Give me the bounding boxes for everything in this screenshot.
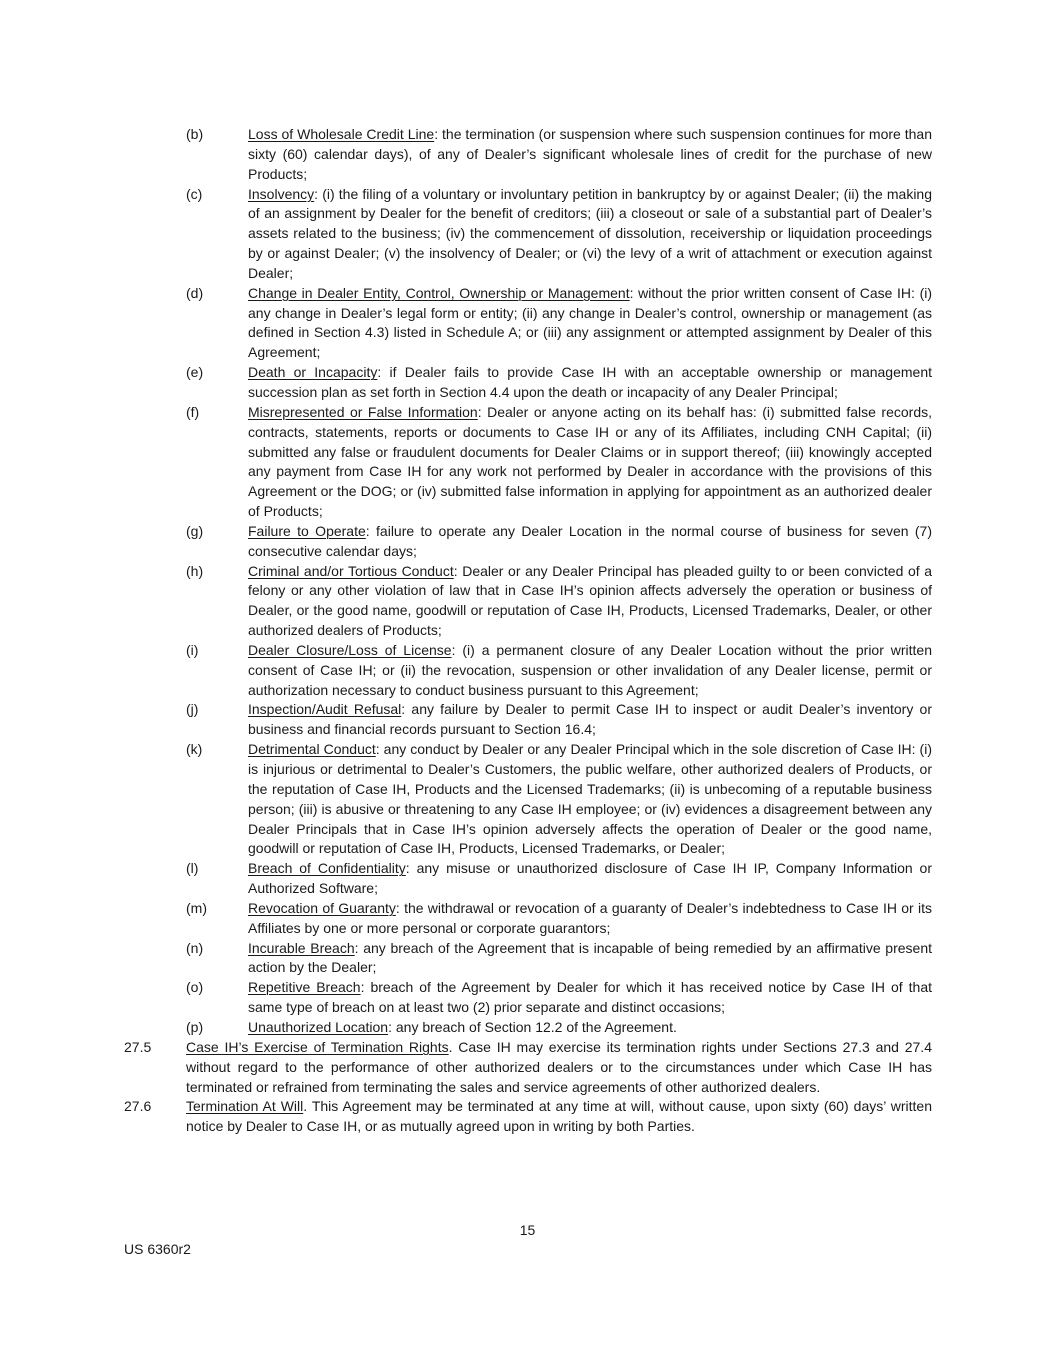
- clause-separator: :: [375, 741, 384, 758]
- clause-body: [248, 641, 932, 701]
- clause-number: (h): [186, 562, 204, 579]
- clause-title: Breach of Confidentiality: [248, 860, 406, 877]
- document-body: [124, 125, 932, 1137]
- clause-body: [248, 939, 932, 979]
- clause-number: (f): [186, 403, 200, 420]
- clause-title: Dealer Closure/Loss of License: [248, 641, 452, 658]
- clause-separator: :: [451, 641, 463, 658]
- clause-number: (p): [186, 1018, 204, 1035]
- clause-body: [248, 978, 932, 1018]
- clause-number: (e): [186, 364, 204, 381]
- clause-p: [124, 1018, 932, 1038]
- section-text: Case IH may exercise its termination rights under Sections 27.3 and 27.4 without regard to the performance of other authorized dealers or to the circumstances under which Case IH has terminated or refrained from terminating the sales and service agreements of other authorized dealers.: [186, 1038, 932, 1095]
- clause-k: [124, 740, 932, 859]
- clause-title: Criminal and/or Tortious Conduct: [248, 562, 454, 579]
- clause-title: Misrepresented or False Information: [248, 403, 478, 420]
- clause-number: (m): [186, 899, 207, 916]
- clause-separator: :: [354, 939, 364, 956]
- clause-body: [248, 859, 932, 899]
- clause-body: [248, 403, 932, 522]
- clause-o: [124, 978, 932, 1018]
- clause-separator: :: [477, 403, 488, 420]
- clause-text: the withdrawal or revocation of a guaranty of Dealer’s indebtedness to Case IH or its Affiliates by one or more personal or corporate guarantors;: [248, 899, 932, 936]
- clause-text: (i) a permanent closure of any Dealer Location without the prior written consent of Case IH; or (ii) the revocation, suspension or other invalidation of any Dealer license, permit or authorization necessary to conduct business pursuant to this Agreement;: [248, 641, 933, 698]
- clause-n: [124, 939, 932, 979]
- clause-g: [124, 522, 932, 562]
- clause-title: Revocation of Guaranty: [248, 899, 396, 916]
- clause-title: Incurable Breach: [248, 939, 355, 956]
- document-id: US 6360r2: [124, 1241, 191, 1257]
- section-number: 27.5: [124, 1038, 152, 1055]
- clause-h: [124, 562, 932, 641]
- clause-body: [248, 363, 932, 403]
- clause-title: Unauthorized Location: [248, 1018, 389, 1035]
- clause-number: (o): [186, 979, 204, 996]
- clause-number: (c): [186, 185, 203, 202]
- clause-text: any failure by Dealer to permit Case IH to inspect or audit Dealer’s inventory or business and financial records pursuant to Section 16.4;: [248, 701, 933, 738]
- clause-l: [124, 859, 932, 899]
- clause-d: [124, 284, 932, 363]
- clause-title: Failure to Operate: [248, 522, 366, 539]
- clause-title: Change in Dealer Entity, Control, Ownership or Management: [248, 284, 630, 301]
- section-number: 27.6: [124, 1098, 152, 1115]
- clause-title: Inspection/Audit Refusal: [248, 701, 402, 718]
- clause-text: Dealer or any Dealer Principal has pleaded guilty to or been convicted of a felony or any other violation of law that in Case IH’s opinion affects adversely the operation or business of Dealer, or the good name, goodwill or reputation of Case IH, Products, Licensed Trademarks, Dealer, or other authorized dealers of Products;: [248, 562, 932, 639]
- clause-b: [124, 125, 932, 185]
- clause-number: (n): [186, 939, 204, 956]
- clause-separator: :: [365, 522, 377, 539]
- section-title: Case IH’s Exercise of Termination Rights: [186, 1038, 449, 1055]
- clause-body: [248, 522, 932, 562]
- clause-title: Insolvency: [248, 185, 315, 202]
- clause-separator: :: [395, 899, 405, 916]
- clause-text: any breach of the Agreement that is incapable of being remedied by an affirmative present action by the Dealer;: [248, 939, 933, 976]
- clause-body: [248, 125, 932, 185]
- clause-text: any conduct by Dealer or any Dealer Principal which in the sole discretion of Case IH: (i) is injurious or detrimental to Dealer’s Customers, the public welfare, other authorized dealers of Products, or the reputation of Case IH, Products and the Licensed Trademarks; (ii) is unbecoming of a reputable business person; (iii) is abusive or threatening to any Case IH employee; or (iv) evidences a disagreement between any Dealer Principals that in Case IH’s opinion adversely affects the operation of Dealer or the good name, goodwill or reputation of Case IH, Products, Licensed Trademarks, or Dealer;: [248, 741, 932, 857]
- clause-text: any breach of Section 12.2 of the Agreement.: [395, 1018, 677, 1035]
- clause-separator: :: [360, 979, 371, 996]
- clause-number: (k): [186, 741, 203, 758]
- clause-number: (j): [186, 701, 199, 718]
- clause-i: [124, 641, 932, 701]
- clause-title: Loss of Wholesale Credit Line: [248, 126, 435, 142]
- section-text: This Agreement may be terminated at any time at will, without cause, upon sixty (60) days’ written notice by Dealer to Case IH, or as mutually agreed upon in writing by both Parties.: [186, 1098, 932, 1135]
- clause-body: [248, 899, 932, 939]
- clause-separator: :: [388, 1018, 396, 1035]
- clause-j: [124, 700, 932, 740]
- clause-separator: :: [377, 364, 390, 381]
- clause-f: [124, 403, 932, 522]
- clause-separator: :: [434, 126, 443, 142]
- clause-text: failure to operate any Dealer Location in the normal course of business for seven (7) consecutive calendar days;: [248, 522, 932, 559]
- clause-title: Death or Incapacity: [248, 364, 378, 381]
- clause-m: [124, 899, 932, 939]
- clause-text: Dealer or anyone acting on its behalf has: (i) submitted false records, contracts, statements, reports or documents to Case IH or any of its Affiliates, including CNH Capital; (ii) submitted any false or fraudulent documents for Dealer Claims or in support thereof; (iii) knowingly accepted any payment from Case IH for any work not performed by Dealer in accordance with the provisions of this Agreement or the DOG; or (iv) submitted false information in applying for appointment as an authorized dealer of Products;: [248, 403, 933, 520]
- clause-separator: :: [401, 701, 412, 718]
- clause-number: (l): [186, 860, 199, 877]
- clause-e: [124, 363, 932, 403]
- clause-separator: :: [453, 562, 463, 579]
- clause-text: (i) the filing of a voluntary or involuntary petition in bankruptcy by or against Dealer; (ii) the making of an assignment by Dealer for the benefit of creditors; (iii) a closeout or sale of a substantial part of Dealer’s assets related to the business; (iv) the commencement of dissolution, receivership or liquidation proceedings by or against Dealer; (v) the insolvency of Dealer; or (vi) the levy of a writ of attachment or execution against Dealer;: [248, 185, 933, 281]
- clause-separator: :: [314, 185, 323, 202]
- clause-text: the termination (or suspension where such suspension continues for more than sixty (60) calendar days), of any of Dealer’s significant wholesale lines of credit for the purchase of new Products;: [248, 126, 932, 182]
- clause-body: [248, 740, 932, 859]
- section-27-5: [124, 1038, 932, 1098]
- clause-body: [248, 284, 932, 363]
- clause-text: if Dealer fails to provide Case IH with an acceptable ownership or management succession plan as set forth in Section 4.4 upon the death or incapacity of any Dealer Principal;: [248, 364, 932, 400]
- clause-separator: :: [405, 860, 417, 877]
- section-title: Termination At Will: [186, 1098, 304, 1115]
- clause-body: [248, 562, 932, 641]
- clause-text: without the prior written consent of Case IH: (i) any change in Dealer’s legal form or entity; (ii) any change in Dealer’s control, ownership or management (as defined in Section 4.3) listed in Schedule A; or (iii) any assignment or attempted assignment by Dealer of this Agreement;: [248, 284, 933, 361]
- clause-separator: :: [629, 284, 639, 301]
- clause-number: (g): [186, 522, 204, 539]
- clause-body: [248, 700, 932, 740]
- clause-number: (b): [186, 126, 204, 142]
- clause-body: [248, 1018, 932, 1038]
- section-separator: .: [303, 1098, 312, 1115]
- clause-title: Detrimental Conduct: [248, 741, 376, 758]
- clause-text: any misuse or unauthorized disclosure of Case IH IP, Company Information or Authorized Software;: [248, 860, 933, 897]
- clause-text: breach of the Agreement by Dealer for which it has received notice by Case IH of that same type of breach on at least two (2) prior separate and distinct occasions;: [248, 979, 932, 1016]
- clause-number: (d): [186, 284, 204, 301]
- page-number: 15: [519, 1222, 536, 1238]
- section-body: [186, 1038, 932, 1098]
- section-27-6: [124, 1097, 932, 1137]
- section-body: [186, 1097, 932, 1137]
- clause-c: [124, 185, 932, 284]
- section-separator: .: [448, 1038, 459, 1055]
- clause-number: (i): [186, 641, 199, 658]
- clause-title: Repetitive Breach: [248, 979, 361, 996]
- clause-body: [248, 185, 932, 284]
